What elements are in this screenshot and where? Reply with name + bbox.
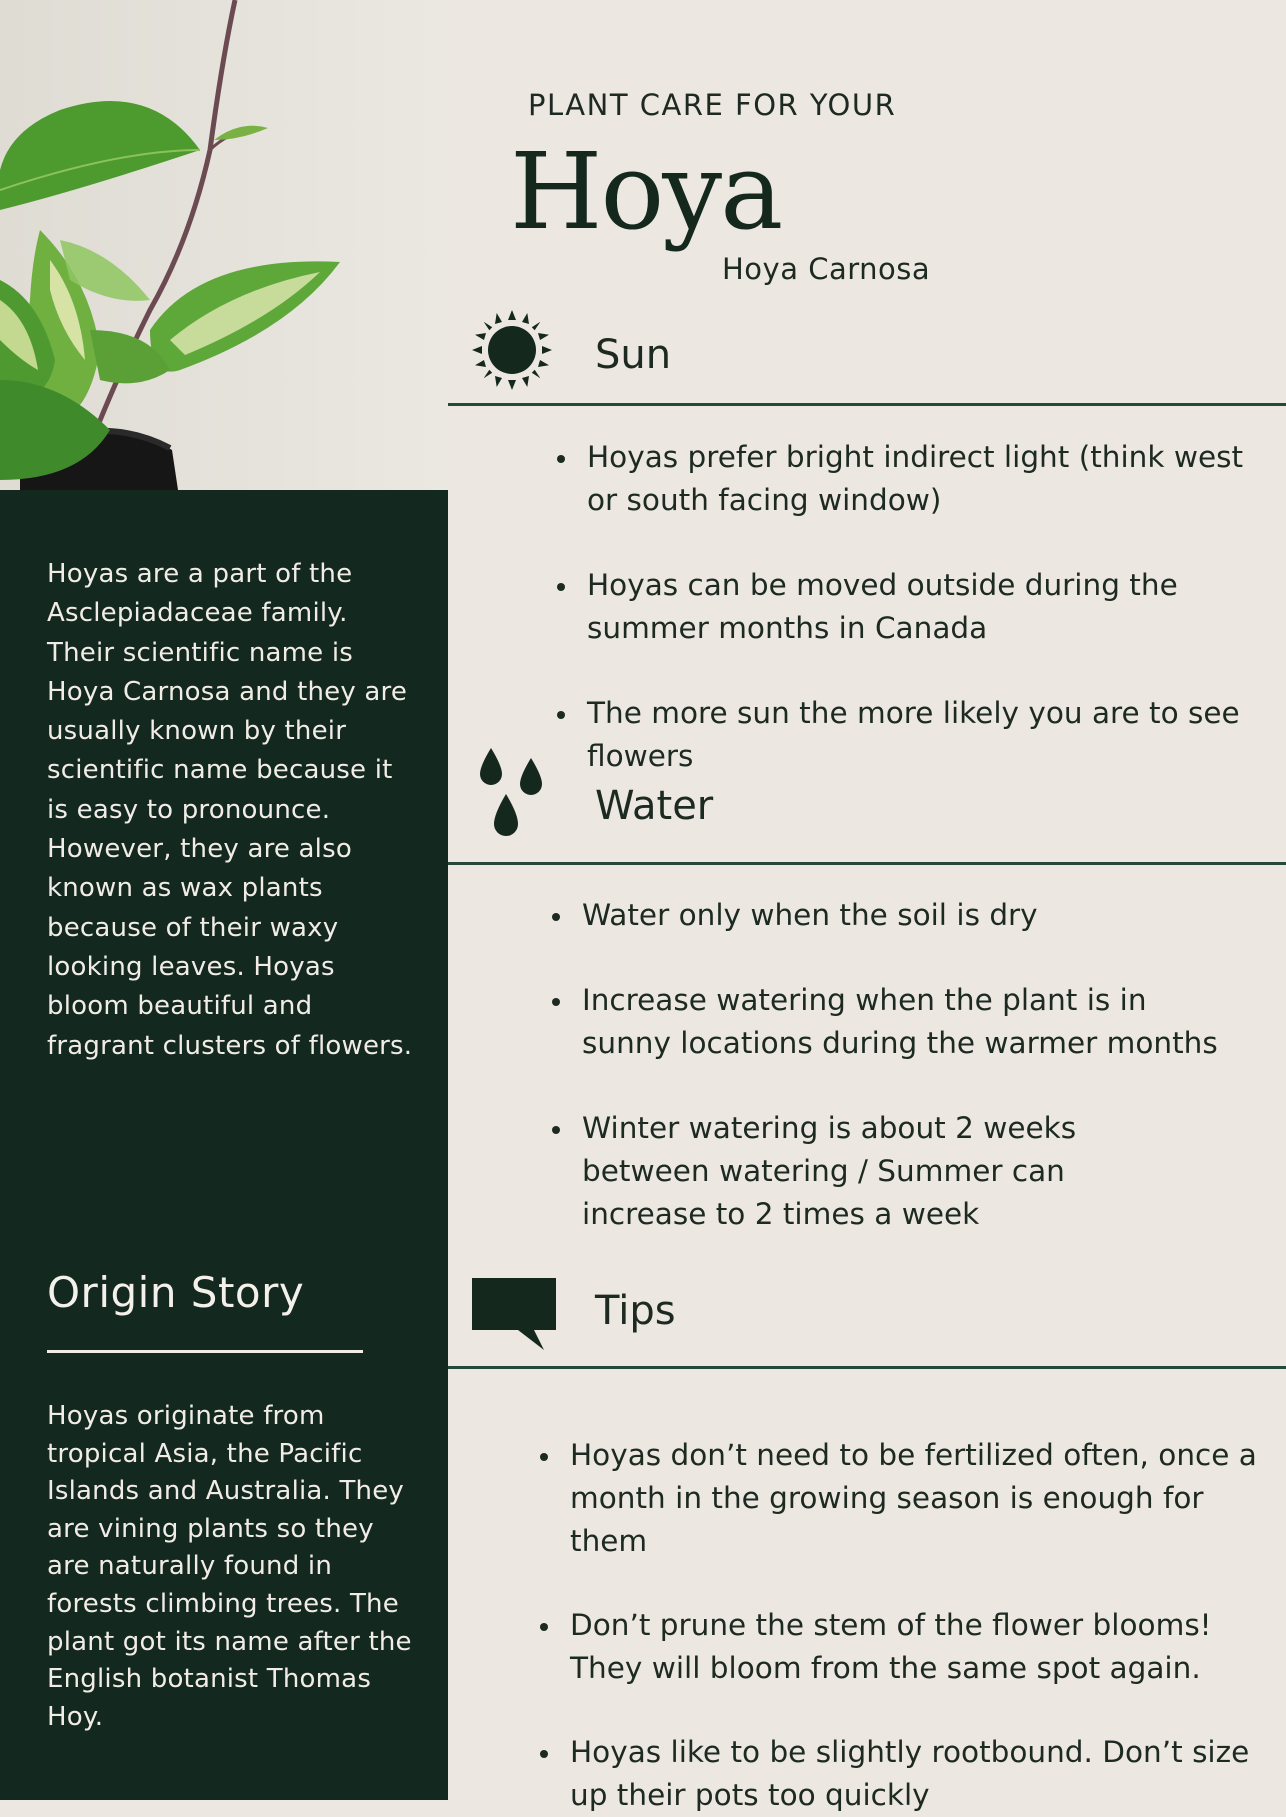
hoya-plant-photo	[0, 0, 448, 490]
list-item: Don’t prune the stem of the flower blooms! They will bloom from the same spot again.	[570, 1604, 1270, 1690]
tips-heading: Tips	[595, 1288, 676, 1334]
list-item: Hoyas like to be slightly rootbound. Don’t size up their pots too quickly	[570, 1731, 1270, 1817]
list-item: Hoyas prefer bright indirect light (think west or south facing window)	[587, 436, 1247, 522]
list-item: Increase watering when the plant is in sunny locations during the warmer months	[582, 979, 1242, 1065]
origin-story-heading: Origin Story	[47, 1268, 305, 1317]
list-item: Winter watering is about 2 weeks between watering / Summer can increase to 2 times a week	[582, 1107, 1142, 1236]
sun-divider	[448, 403, 1286, 406]
page-title: Hoya	[510, 130, 782, 253]
sun-heading: Sun	[595, 332, 672, 378]
scientific-name: Hoya Carnosa	[722, 252, 931, 286]
list-item: The more sun the more likely you are to see flowers	[587, 692, 1247, 778]
water-list	[582, 894, 1242, 1236]
water-drops-icon	[478, 748, 546, 840]
sun-list	[587, 436, 1247, 778]
tips-list	[570, 1434, 1270, 1817]
sun-icon	[472, 310, 552, 390]
origin-paragraph: Hoyas originate from tropical Asia, the Pacific Islands and Australia. They are vining plants so they are naturally found in forests climbing trees. The plant got its name after the English botanist Thomas Hoy.	[47, 1401, 412, 1732]
about-paragraph: Hoyas are a part of the Asclepiadaceae family. Their scientific name is Hoya Carnosa and they are usually known by their scientific name because it is easy to pronounce. However, they are also known as wax plants because of their waxy looking leaves. Hoyas bloom beautiful and fragrant clusters of flowers.	[47, 559, 413, 1061]
list-item: Hoyas don’t need to be fertilized often, once a month in the growing season is enough for them	[570, 1434, 1270, 1563]
list-item: Hoyas can be moved outside during the summer months in Canada	[587, 564, 1247, 650]
origin-divider	[47, 1350, 363, 1353]
water-heading: Water	[595, 783, 714, 829]
water-divider	[448, 862, 1286, 865]
speech-bubble-icon	[472, 1278, 558, 1350]
plant-illustration	[0, 0, 448, 490]
tips-divider	[448, 1366, 1286, 1369]
eyebrow-text: PLANT CARE FOR YOUR	[528, 88, 897, 122]
list-item: Water only when the soil is dry	[582, 894, 1242, 937]
